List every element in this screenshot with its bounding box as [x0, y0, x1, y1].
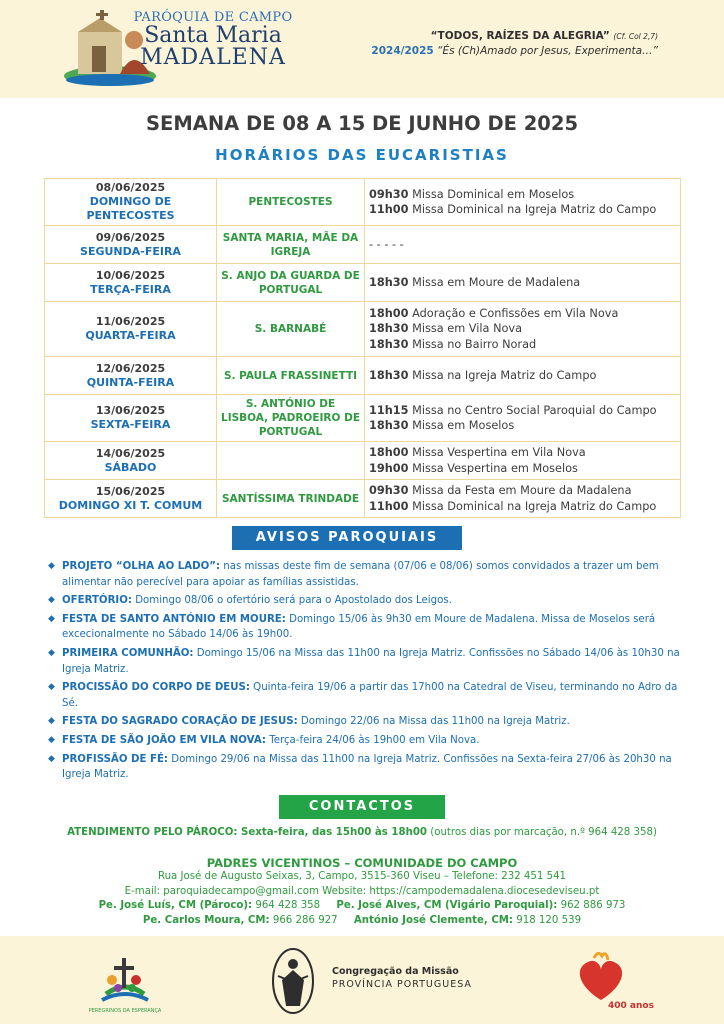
schedule-feast: SANTÍSSIMA TRINDADE [217, 480, 365, 518]
jubilee-text: PEREGRINOS DA ESPERANÇA [88, 1008, 162, 1014]
congregation-mission-text [332, 966, 472, 990]
schedule-feast: PENTECOSTES [217, 179, 365, 226]
schedule-date: 08/06/2025 [95, 181, 166, 194]
mass-time: 18h00 [369, 306, 409, 320]
schedule-row [45, 264, 681, 302]
notice-title: OFERTÓRIO: [62, 595, 132, 607]
diamond-bullet-icon: ◆ [48, 613, 55, 624]
mass-entry [369, 483, 676, 499]
notice-item [48, 559, 680, 590]
mass-description: Missa em Moure de Madalena [412, 275, 581, 289]
mass-description: Missa Vespertina em Moselos [412, 461, 578, 475]
schedule-day-name: TERÇA-FEIRA [90, 282, 171, 296]
schedule-date: 14/06/2025 [95, 446, 166, 460]
schedule-row [45, 226, 681, 264]
schedule-day-name: SEGUNDA-FEIRA [80, 244, 181, 258]
pastoral-motto [371, 30, 658, 57]
mass-description: Missa da Festa em Moure da Madalena [412, 484, 632, 497]
schedule-masses [365, 226, 681, 264]
contact-name: Pe. José Alves, CM (Vigário Paroquial): [336, 900, 558, 911]
mass-schedule-table [44, 178, 681, 518]
mass-entry [369, 499, 676, 515]
notice-title: FESTA DE SANTO ANTÓNIO EM MOURE: [62, 613, 286, 625]
schedule-feast: S. ANTÓNIO DE LISBOA, PADROEIRO DE PORTUGAL [217, 395, 365, 442]
community-contacts [0, 856, 724, 928]
notices-header: AVISOS PAROQUIAIS [232, 526, 462, 550]
notice-item [48, 593, 680, 609]
motto-reference: (Cf. Col 2,7) [613, 32, 658, 41]
schedule-day-name: SEXTA-FEIRA [90, 418, 171, 431]
community-web: E-mail: paroquiadecampo@gmail.com Website: https://campodemadalena.diocesedeviseu.pt [124, 885, 600, 897]
schedule-date-cell [45, 357, 217, 395]
notice-title: FESTA DO SAGRADO CORAÇÃO DE JESUS: [62, 716, 298, 728]
diamond-bullet-icon: ◆ [48, 753, 55, 764]
mass-entry [369, 418, 676, 434]
schedule-masses [365, 395, 681, 442]
schedule-date: 13/06/2025 [95, 404, 166, 417]
schedule-feast [217, 442, 365, 480]
schedule-row [45, 480, 681, 518]
contact-name: Pe. José Luís, CM (Pároco): [98, 900, 253, 911]
schedule-date: 09/06/2025 [95, 230, 166, 244]
mass-description: Missa no Bairro Norad [412, 337, 537, 351]
schedule-title: HORÁRIOS DAS EUCARISTIAS [215, 146, 509, 164]
mass-entry [369, 306, 676, 322]
attendance-line [0, 827, 724, 838]
notice-item [48, 752, 680, 783]
notice-item [48, 646, 680, 677]
schedule-row [45, 442, 681, 480]
contact-phone: 966 286 927 [269, 914, 338, 926]
schedule-date: 12/06/2025 [95, 361, 166, 375]
mass-description: Missa Dominical em Moselos [412, 187, 575, 201]
contact-phone: 964 428 358 [252, 900, 321, 911]
week-title: SEMANA DE 08 A 15 DE JUNHO DE 2025 [145, 112, 579, 135]
mass-entry [369, 202, 676, 218]
notice-item [48, 733, 680, 749]
schedule-date-cell [45, 179, 217, 226]
schedule-date-cell [45, 395, 217, 442]
diamond-bullet-icon: ◆ [48, 716, 55, 727]
mass-description: Adoração e Confissões em Vila Nova [412, 306, 619, 320]
schedule-masses [365, 357, 681, 395]
community-title: PADRES VICENTINOS – COMUNIDADE DO CAMPO [206, 856, 518, 870]
schedule-date-cell [45, 480, 217, 518]
notice-text: nas missas deste fim de semana (07/06 e 08/06) somos convidados a trazer um bem alimentar não perecível para apoiar as famílias assistidas. [62, 561, 659, 588]
schedule-feast: S. ANJO DA GUARDA DE PORTUGAL [217, 264, 365, 302]
congregation-name: Congregação da Missão [332, 966, 459, 977]
mass-time: 11h00 [369, 203, 409, 216]
schedule-day-name: DOMINGO DE PENTECOSTES [86, 195, 175, 222]
400-years-logo [568, 948, 654, 1018]
notice-text: Quinta-feira 19/06 a partir das 17h00 na Catedral de Viseu, terminando no Adro da Sé. [62, 682, 678, 709]
mass-description: Missa na Igreja Matriz do Campo [412, 368, 597, 382]
schedule-feast: SANTA MARIA, MÃE DA IGREJA [217, 226, 365, 264]
notice-text: Domingo 15/06 às 9h30 em Moure de Madalena. Missa de Moselos será excecionalmente no Sábado 14/06 às 19h00. [62, 613, 656, 641]
mass-time: 18h30 [369, 368, 409, 382]
mass-entry [369, 403, 676, 419]
schedule-date-cell [45, 264, 217, 302]
notice-item [48, 612, 680, 643]
diamond-bullet-icon: ◆ [48, 595, 55, 606]
schedule-date-cell [45, 226, 217, 264]
schedule-day-name: QUARTA-FEIRA [85, 329, 176, 342]
attendance-label: ATENDIMENTO PELO PÁROCO: Sexta-feira, das 15h00 às 18h00 [67, 827, 428, 838]
notice-title: PROFISSÃO DE FÉ: [62, 753, 168, 765]
notice-title: PRIMEIRA COMUNHÃO: [62, 647, 194, 659]
congregation-mission-emblem [270, 946, 316, 1016]
notice-text: Domingo 29/06 na Missa das 11h00 na Igreja Matriz. Confissões na Sexta-feira 27/06 às 20h30 na Igreja Matriz. [62, 753, 672, 781]
schedule-feast: S. BARNABÉ [217, 302, 365, 357]
notice-item [48, 680, 680, 711]
motto-text: “És (Ch)Amado por Jesus, Experimenta…” [437, 45, 658, 57]
mass-time: 09h30 [369, 187, 409, 201]
mass-entry [369, 321, 676, 337]
attendance-rest: (outros dias por marcação, n.º 964 428 358) [427, 827, 657, 838]
mass-time: 09h30 [369, 484, 409, 497]
schedule-row [45, 302, 681, 357]
contact-phone: 918 120 539 [513, 914, 582, 926]
contacts-header: CONTACTOS [279, 795, 445, 819]
notice-title: FESTA DE SÃO JOÃO EM VILA NOVA: [62, 734, 266, 746]
mass-entry [369, 237, 676, 253]
schedule-masses [365, 442, 681, 480]
schedule-date-cell [45, 442, 217, 480]
schedule-day-name: SÁBADO [104, 460, 157, 474]
page-footer [0, 936, 724, 1024]
schedule-row [45, 395, 681, 442]
schedule-day-name: QUINTA-FEIRA [86, 375, 175, 389]
contact-row [0, 899, 724, 914]
motto-quote: “TODOS, RAÍZES DA ALEGRIA” [430, 30, 610, 42]
brand-line3: MADALENA [140, 45, 286, 70]
mass-description: Missa em Moselos [412, 419, 515, 432]
mass-description: Missa no Centro Social Paroquial do Campo [412, 403, 657, 417]
schedule-row [45, 357, 681, 395]
mass-entry [369, 187, 676, 203]
notice-title: PROCISSÃO DO CORPO DE DEUS: [62, 682, 250, 694]
mass-entry [369, 275, 676, 291]
schedule-date: 10/06/2025 [95, 268, 166, 282]
schedule-date-cell [45, 302, 217, 357]
mass-time: 18h30 [369, 337, 409, 351]
notice-title: PROJETO “OLHA AO LADO”: [62, 561, 221, 572]
notice-text: Domingo 22/06 na Missa das 11h00 na Igreja Matriz. [297, 716, 570, 728]
motto-year: 2024/2025 [371, 45, 434, 57]
notice-text: Domingo 15/06 na Missa das 11h00 na Igreja Matriz. Confissões no Sábado 14/06 às 10h30 na Igreja Matriz. [62, 647, 680, 675]
mass-description: Missa Dominical na Igreja Matriz do Campo [412, 203, 657, 216]
contact-phone: 962 886 973 [557, 900, 626, 911]
mass-entry [369, 337, 676, 353]
schedule-masses [365, 264, 681, 302]
contact-row [0, 914, 724, 929]
notice-text: Terça-feira 24/06 às 19h00 em Vila Nova. [266, 734, 480, 746]
mass-time: 18h30 [369, 275, 409, 289]
diamond-bullet-icon: ◆ [48, 561, 55, 571]
notices-list [48, 559, 680, 786]
jubilee-logo [88, 950, 162, 1014]
anniversary-text: 400 anos [608, 1001, 654, 1011]
diamond-bullet-icon: ◆ [48, 734, 55, 745]
schedule-row [45, 179, 681, 226]
schedule-masses [365, 480, 681, 518]
mass-time: 18h00 [369, 446, 409, 459]
mass-description: Missa Dominical na Igreja Matriz do Campo [412, 499, 657, 513]
page-header [0, 0, 724, 98]
brand-line1: PARÓQUIA DE CAMPO [133, 10, 293, 25]
mass-description: Missa em Vila Nova [412, 322, 523, 336]
schedule-feast: S. PAULA FRASSINETTI [217, 357, 365, 395]
diamond-bullet-icon: ◆ [48, 682, 55, 693]
mass-entry [369, 368, 676, 384]
contact-name: Pe. Carlos Moura, CM: [142, 914, 270, 926]
parish-brand [128, 10, 298, 69]
mass-time: 18h30 [369, 322, 409, 336]
mass-entry [369, 461, 676, 477]
community-address: Rua José de Augusto Seixas, 3, Campo, 3515-360 Viseu – Telefone: 232 451 541 [157, 871, 567, 882]
notice-text: Domingo 08/06 o ofertório será para o Apostolado dos Leigos. [131, 595, 452, 607]
contact-name: António José Clemente, CM: [353, 914, 514, 926]
notice-item [48, 714, 680, 730]
brand-line2: Santa Maria [144, 23, 282, 48]
mass-time: 18h30 [369, 419, 409, 432]
schedule-masses [365, 302, 681, 357]
mass-entry [369, 445, 676, 461]
schedule-masses [365, 179, 681, 226]
province-name: PROVÍNCIA PORTUGUESA [332, 979, 472, 990]
mass-time: 19h00 [369, 461, 409, 475]
mass-description: - - - - - [369, 237, 404, 251]
mass-time: 11h00 [369, 499, 409, 513]
mass-time: 11h15 [369, 403, 409, 417]
mass-description: Missa Vespertina em Vila Nova [412, 446, 586, 459]
schedule-day-name: DOMINGO XI T. COMUM [58, 498, 203, 512]
schedule-date: 15/06/2025 [95, 484, 166, 498]
diamond-bullet-icon: ◆ [48, 647, 55, 658]
schedule-date: 11/06/2025 [95, 315, 166, 328]
